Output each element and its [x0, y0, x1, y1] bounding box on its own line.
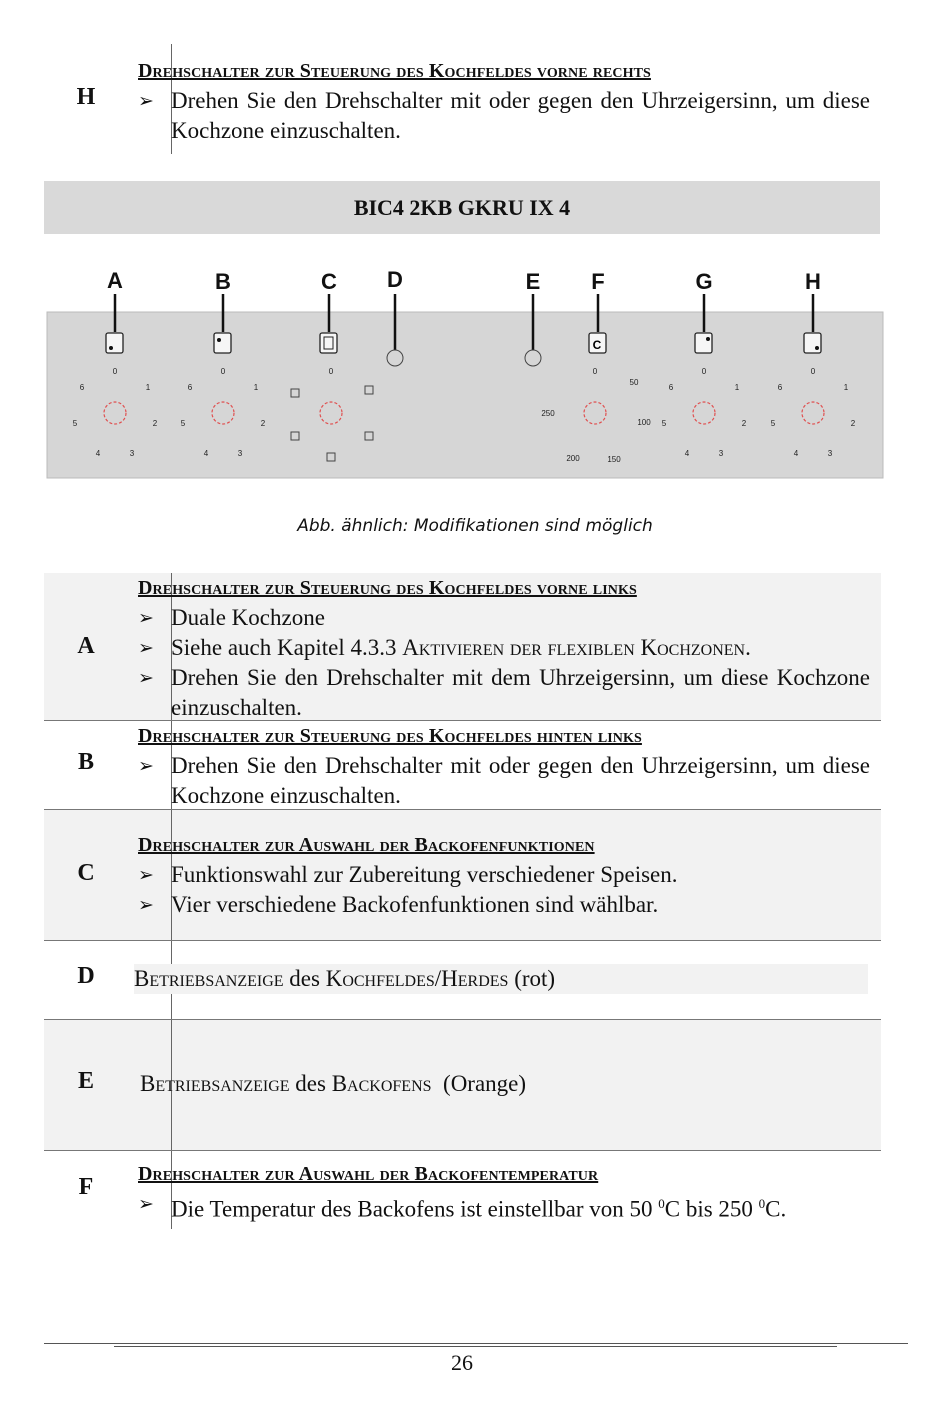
svg-text:0: 0 — [592, 367, 598, 376]
entry-d — [44, 941, 881, 1019]
entry-letter: F — [78, 1174, 94, 1200]
svg-text:250: 250 — [541, 409, 555, 418]
svg-text:2: 2 — [260, 419, 266, 428]
svg-text:0: 0 — [220, 367, 226, 376]
entry-bullet: ➢ Drehen Sie den Drehschalter mit dem Uhrzeigersinn, um diese Kochzone einzuschalten. — [138, 665, 870, 720]
entry-bullet: ➢ Duale Kochzone — [138, 603, 870, 633]
diagram-label-a: A — [107, 268, 123, 293]
arrow-bullet-icon: ➢ — [138, 755, 154, 777]
footer-rule — [44, 1343, 908, 1344]
panel-background — [47, 312, 883, 478]
svg-text:3: 3 — [129, 449, 135, 458]
svg-text:5: 5 — [661, 419, 667, 428]
svg-text:6: 6 — [79, 383, 85, 392]
diagram-label-h: H — [805, 269, 821, 294]
entry-bullet: ➢ Siehe auch Kapitel 4.3.3 Aktivieren der flexiblen Kochzonen. — [138, 633, 870, 663]
diagram-label-e: E — [525, 269, 541, 294]
diagram-label-g: G — [695, 269, 713, 294]
page-number: 26 — [451, 1350, 473, 1375]
entry-letter: E — [77, 1068, 94, 1094]
svg-text:6: 6 — [668, 383, 674, 392]
entry-letter: B — [77, 749, 94, 775]
footer-rule — [114, 1346, 837, 1347]
svg-text:4: 4 — [793, 449, 799, 458]
svg-text:0: 0 — [701, 367, 707, 376]
entry-heading: Drehschalter zur Steuerung des Kochfeldes vorne links — [138, 577, 637, 599]
entry-e — [44, 1020, 881, 1150]
entry-heading: Drehschalter zur Steuerung des Kochfeldes hinten links — [138, 725, 642, 747]
svg-text:4: 4 — [203, 449, 209, 458]
svg-text:5: 5 — [180, 419, 186, 428]
knob-c-icon — [320, 333, 337, 353]
svg-text:C: C — [592, 338, 602, 352]
entry-bullet: ➢ Die Temperatur des Backofens ist einstellbar von 50 $^0$C bis 250 $^0$C. — [138, 1189, 870, 1225]
knob-b-icon — [214, 333, 231, 353]
entry-bullet: ➢ Funktionswahl zur Zubereitung verschiedener Speisen. — [138, 860, 870, 890]
diagram-label-f: F — [591, 269, 605, 294]
control-panel-diagram — [44, 258, 884, 482]
diagram-label-d: D — [387, 267, 403, 292]
entry-text: Betriebsanzeige des Backofens (Orange) — [140, 1071, 527, 1096]
knob-g-icon — [695, 333, 712, 353]
entry-letter: D — [77, 963, 95, 989]
entry-letter: C — [77, 860, 95, 886]
svg-text:2: 2 — [741, 419, 747, 428]
svg-text:0: 0 — [810, 367, 816, 376]
entry-a — [44, 573, 881, 720]
svg-text:3: 3 — [827, 449, 833, 458]
svg-text:5: 5 — [770, 419, 776, 428]
entry-heading: Drehschalter zur Auswahl der Backofenfunktionen — [138, 834, 595, 856]
svg-text:1: 1 — [253, 383, 259, 392]
entry-f — [44, 1151, 881, 1229]
svg-text:0: 0 — [112, 367, 118, 376]
entry-b — [44, 721, 881, 809]
svg-text:6: 6 — [187, 383, 193, 392]
svg-text:5: 5 — [72, 419, 78, 428]
entry-text: Betriebsanzeige des Kochfeldes/Herdes (rot) — [134, 966, 556, 991]
diagram-label-b: B — [215, 269, 231, 294]
entry-bullet: ➢ Drehen Sie den Drehschalter mit oder gegen den Uhrzeigersinn, um diese Kochzone einzuschalten. — [138, 753, 870, 808]
diagram-label-c: C — [321, 269, 337, 294]
entry-letter: A — [77, 633, 95, 659]
svg-text:2: 2 — [850, 419, 856, 428]
svg-text:3: 3 — [237, 449, 243, 458]
svg-text:6: 6 — [777, 383, 783, 392]
arrow-bullet-icon: ➢ — [138, 637, 154, 659]
arrow-bullet-icon: ➢ — [138, 90, 154, 112]
entry-bullet: ➢ Drehen Sie den Drehschalter mit oder gegen den Uhrzeigersinn, um diese Kochzone einzuschalten. — [138, 88, 870, 143]
knob-scale-c-zero: 0 — [328, 367, 334, 376]
svg-text:3: 3 — [718, 449, 724, 458]
svg-text:200: 200 — [566, 454, 580, 463]
svg-text:4: 4 — [684, 449, 690, 458]
arrow-bullet-icon: ➢ — [138, 864, 154, 886]
svg-text:4: 4 — [95, 449, 101, 458]
entry-heading: Drehschalter zur Auswahl der Backofentemperatur — [138, 1163, 599, 1185]
svg-text:100: 100 — [637, 418, 651, 427]
svg-text:1: 1 — [145, 383, 151, 392]
svg-text:150: 150 — [607, 455, 621, 464]
knob-a-icon — [106, 333, 123, 353]
svg-text:1: 1 — [843, 383, 849, 392]
svg-text:1: 1 — [734, 383, 740, 392]
arrow-bullet-icon: ➢ — [138, 667, 154, 689]
model-title: BIC4 2KB GKRU IX 4 — [44, 181, 880, 234]
entry-heading: Drehschalter zur Steuerung des Kochfeldes vorne rechts — [138, 60, 651, 82]
entry-c — [44, 810, 881, 940]
figure-caption: Abb. ähnlich: Modifikationen sind möglich — [297, 516, 653, 536]
arrow-bullet-icon: ➢ — [138, 894, 154, 916]
arrow-bullet-icon: ➢ — [138, 607, 154, 629]
entry-bullet: ➢ Vier verschiedene Backofenfunktionen sind wählbar. — [138, 890, 870, 920]
svg-text:2: 2 — [152, 419, 158, 428]
svg-text:50: 50 — [629, 378, 639, 387]
arrow-bullet-icon: ➢ — [138, 1193, 154, 1215]
entry-h-top — [44, 44, 881, 154]
entry-letter: H — [76, 84, 96, 110]
knob-h-icon — [804, 333, 821, 353]
